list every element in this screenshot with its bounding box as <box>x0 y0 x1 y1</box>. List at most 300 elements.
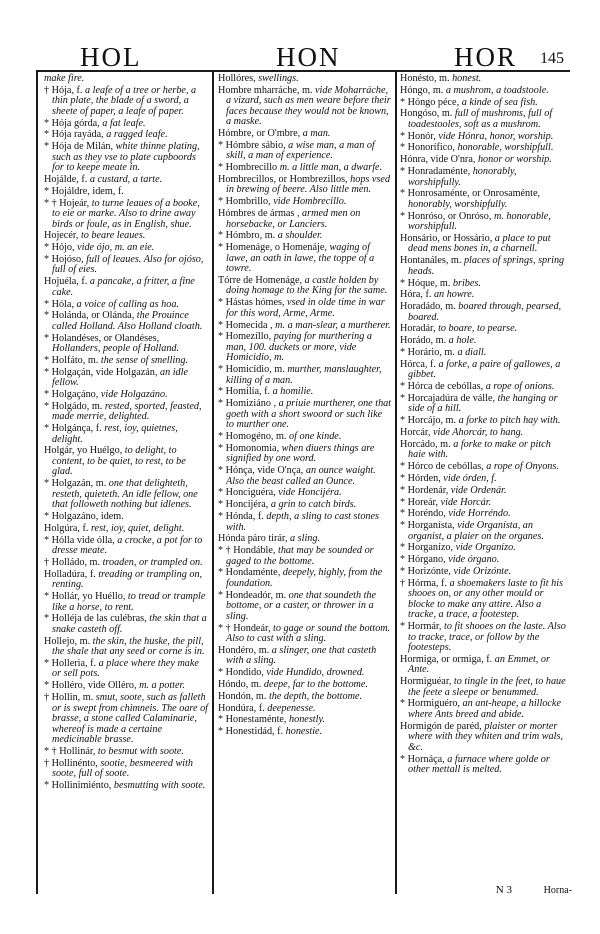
entry-headword: Honsário, or Hossário, <box>400 232 493 244</box>
entry-headword: * Hója de Milán, <box>44 141 114 153</box>
entry-definition: full of mushroms, full of toadestooles, soft as a mushrom. <box>408 108 553 130</box>
entry-definition: an Emmet, or Ante. <box>408 653 550 676</box>
page-number: 145 <box>540 50 564 67</box>
entry-headword: Hollóres, <box>218 73 256 84</box>
dictionary-entry <box>400 98 566 109</box>
dictionary-entry <box>218 680 392 691</box>
entry-definition: a sling. <box>290 533 321 545</box>
entry-headword: * Homenáge, o Homenáje, <box>218 242 327 254</box>
entry-definition: when diuers things are signified by one word. <box>226 442 375 465</box>
entry-headword: * † Hondáble, <box>218 545 276 557</box>
entry-headword: * Holgaçán, vide Holgazán, <box>44 366 158 378</box>
entry-definition: vsed in olde time in war for this word, Arme, Arme. <box>226 297 385 319</box>
entry-definition: that may be sounded or gaged to the bottome. <box>226 545 374 567</box>
entry-definition: m. a potter. <box>139 680 185 692</box>
catchword: Horna- <box>543 885 572 896</box>
dictionary-entry <box>400 755 566 776</box>
entry-headword: Hómbre, or O'mbre, <box>218 128 301 140</box>
entry-headword: * Hórca de cebóllas, <box>400 381 484 393</box>
entry-definition: honestly. <box>289 714 325 726</box>
entry-definition: vide Horcár. <box>440 496 492 508</box>
dictionary-entry <box>44 356 208 367</box>
entry-headword: * Honciguéra, <box>218 487 276 499</box>
dictionary-entry <box>44 390 208 401</box>
entry-headword: * Hóngo péce, <box>400 96 460 108</box>
dictionary-entry <box>218 444 392 465</box>
dictionary-entry <box>400 677 566 698</box>
dictionary-entry <box>44 759 208 780</box>
dictionary-entry <box>400 416 566 427</box>
entry-headword: * Homicídio, m. <box>218 364 285 376</box>
entry-definition: vide Honcijéra. <box>278 487 342 499</box>
column-2 <box>218 74 392 739</box>
entry-headword: * Holánda, or Olánda, <box>44 310 135 322</box>
entry-definition: vide Organízo. <box>455 542 516 554</box>
dictionary-entry <box>218 332 392 364</box>
entry-definition: an howre. <box>433 289 475 301</box>
entry-definition: a forke to pitch hay with. <box>458 415 561 427</box>
entry-definition: a shoulder. <box>277 230 323 242</box>
entry-headword: * Hórco de cebóllas, <box>400 461 484 473</box>
dictionary-entry <box>400 132 566 143</box>
entry-definition: make fire. <box>44 73 85 84</box>
entry-definition: depth, a sling to cast stones with. <box>226 511 380 533</box>
entry-definition: to tread or trample like a horse, to rent. <box>52 591 206 613</box>
entry-headword: * Holandéses, or Olandéses, <box>44 332 160 344</box>
entry-definition: the Prouince called Holland. Also Holland cloath. <box>52 310 203 332</box>
entry-definition: vide Ordenár. <box>450 484 507 496</box>
entry-definition: a kinde of sea fish. <box>461 96 538 108</box>
left-border <box>36 70 38 894</box>
dictionary-entry <box>400 290 566 301</box>
entry-definition: deepe, far to the bottome. <box>263 678 368 690</box>
entry-definition: to delight, to content, to be quiet, to rest, to be glad. <box>52 445 186 478</box>
dictionary-entry <box>44 130 208 141</box>
dictionary-entry <box>44 659 208 680</box>
dictionary-entry <box>44 446 208 478</box>
entry-headword: * Hójo, <box>44 242 75 254</box>
dictionary-entry <box>44 255 208 276</box>
entry-definition: a slinger, one that casteth with a sling. <box>226 644 377 667</box>
entry-definition: a man. <box>302 128 331 140</box>
entry-headword: * Holléja de las culébras, <box>44 613 147 625</box>
entry-headword: Horcádo, m. <box>400 438 451 450</box>
dictionary-entry <box>400 279 566 290</box>
entry-definition: vide Horréndo. <box>448 508 511 520</box>
dictionary-entry <box>218 86 392 128</box>
entry-headword: Hormiga, or ormiga, f. <box>400 653 493 665</box>
dictionary-entry <box>400 336 566 347</box>
entry-headword: * Holgaçáno, <box>44 389 99 401</box>
entry-definition: a crocke, a pot for to dresse meate. <box>52 534 203 557</box>
dictionary-entry <box>44 243 208 254</box>
entry-headword: Holladúra, f. <box>44 568 96 580</box>
entry-headword: * Hóla, <box>44 298 74 310</box>
dictionary-entry <box>44 199 208 231</box>
entry-definition: one that delighteth, resteth, quieteth. An idle fellow, one that followeth nothing but idlenes. <box>52 478 198 511</box>
dictionary-entry <box>44 524 208 535</box>
entry-definition: vide órden, f. <box>443 472 497 484</box>
dictionary-entry <box>218 591 392 623</box>
entry-definition: bribes. <box>452 277 481 289</box>
entry-definition: honorably, worshipfully. <box>408 198 508 210</box>
entry-definition: rested, sported, feasted, made merrie, delighted. <box>52 400 202 423</box>
dictionary-entry <box>218 298 392 319</box>
entry-definition: to boare, to pearse. <box>438 323 518 335</box>
dictionary-entry <box>44 277 208 298</box>
entry-definition: m. a little man, a dwarfe. <box>279 162 383 174</box>
entry-headword: Holgúra, f. <box>44 522 89 534</box>
entry-headword: Hondúra, f. <box>218 702 265 714</box>
running-head-left: HOL <box>80 42 142 72</box>
entry-headword: Hombre mharráche, m. <box>218 84 313 96</box>
dictionary-entry <box>400 486 566 497</box>
dictionary-entry <box>400 555 566 566</box>
dictionary-entry <box>44 175 208 186</box>
dictionary-entry <box>218 704 392 715</box>
entry-headword: * † Hojeár, <box>44 197 90 209</box>
entry-headword: Horádo, m. <box>400 335 447 347</box>
dictionary-entry <box>218 432 392 443</box>
entry-headword: * Hondaménte, <box>218 567 281 579</box>
entry-definition: waging of lawe, an oath in lawe, the toppe of a towre. <box>226 242 375 275</box>
dictionary-entry <box>400 428 566 439</box>
entry-definition: smut, soote, such as falleth or is swept from chimneis. The oare of brasse, a stone called Calaminarie, whereof is made a certaine medicinable brasse. <box>52 692 209 745</box>
dictionary-entry <box>218 197 392 208</box>
entry-definition: places of springs, spring heads. <box>408 255 565 277</box>
entry-definition: a forke to make or pitch haie with. <box>408 438 551 461</box>
dictionary-entry <box>218 399 392 431</box>
entry-headword: Hojecér, <box>44 230 79 242</box>
entry-definition: to besmut with soote. <box>97 745 184 757</box>
entry-definition: a diall. <box>457 347 487 359</box>
dictionary-entry <box>400 74 566 85</box>
dictionary-entry <box>44 637 208 658</box>
column-3 <box>400 74 566 777</box>
dictionary-entry <box>218 668 392 679</box>
entry-headword: Hollejo, m. <box>44 635 91 647</box>
entry-definition: honestie. <box>285 726 323 738</box>
entry-definition: a forke, a paire of gallowes, a gibbet. <box>408 358 561 381</box>
entry-definition: vide Hundido, drowned. <box>266 667 365 679</box>
entry-headword: * Hombrillo, <box>218 196 271 208</box>
dictionary-entry <box>218 231 392 242</box>
dictionary-entry <box>44 570 208 591</box>
dictionary-entry <box>44 142 208 174</box>
dictionary-entry <box>400 474 566 485</box>
entry-headword: * Honrosaménte, or Onrosaménte, <box>400 188 541 200</box>
entry-definition: vide Ahorcár, to hang. <box>432 427 524 439</box>
entry-headword: * Horcajadúra de válle, <box>400 392 496 404</box>
entry-definition: , a priuie murtherer, one that goeth with a short swoord or such like to murther one. <box>226 398 392 431</box>
dictionary-entry <box>218 387 392 398</box>
entry-headword: * Homogéno, m. <box>218 431 287 443</box>
entry-definition: a castle holden by doing homage to the King for the same. <box>226 274 388 297</box>
entry-headword: * Hója rayáda, <box>44 129 104 141</box>
entry-definition: a furnace where golde or other mettall is melted. <box>408 753 550 776</box>
entry-headword: † Hollinénto, <box>44 757 98 769</box>
entry-definition: murther, manslaughter, killing of a man. <box>226 364 382 386</box>
dictionary-entry <box>400 462 566 473</box>
dictionary-entry <box>44 402 208 423</box>
entry-headword: * Hója górda, <box>44 117 100 129</box>
entry-headword: * Hordenár, <box>400 484 449 496</box>
entry-headword: Hombrecillos, or Hombrezillos, <box>218 173 348 185</box>
dictionary-entry <box>44 74 208 85</box>
entry-headword: * Honcijéra, <box>218 499 269 511</box>
dictionary-entry <box>400 360 566 381</box>
entry-headword: Hondón, m. <box>218 690 267 702</box>
dictionary-entry <box>400 394 566 415</box>
entry-definition: of one kinde. <box>289 431 342 443</box>
entry-headword: * Holgánça, f. <box>44 423 102 435</box>
entry-definition: honorable, worshipfull. <box>457 142 554 154</box>
dictionary-entry <box>218 646 392 667</box>
entry-definition: vide Holgazáno. <box>100 389 168 401</box>
entry-headword: * Hómbre sábio, <box>218 139 286 151</box>
entry-definition: the skin, the huske, the pill, the shale that any seed or corne is in. <box>52 635 205 658</box>
dictionary-entry <box>400 382 566 393</box>
entry-definition: a rope of onions. <box>485 381 555 393</box>
dictionary-entry <box>44 231 208 242</box>
dictionary-entry <box>400 256 566 277</box>
entry-headword: * Horéndo, <box>400 508 446 520</box>
entry-definition: , armed men on horsebacke, or Lanciers. <box>226 208 361 230</box>
entry-headword: * Hondeadór, m. <box>218 589 287 601</box>
entry-headword: * Holfáto, m. <box>44 354 99 366</box>
dictionary-entry <box>44 311 208 332</box>
entry-definition: plaister or morter where with they whiten and trim wals, &c. <box>408 720 563 753</box>
column-divider-1 <box>212 70 214 894</box>
dictionary-entry <box>400 543 566 554</box>
entry-headword: † Hollin, m. <box>44 692 94 703</box>
entry-headword: * Hollár, yo Huéllo, <box>44 591 126 603</box>
entry-headword: * Hondido, <box>218 667 264 679</box>
entry-headword: * Honradaménte, <box>400 166 471 178</box>
entry-headword: Hóngo, m. <box>400 84 444 96</box>
entry-definition: a pancake, a fritter, a fine cake. <box>52 276 195 298</box>
dictionary-entry <box>400 155 566 166</box>
dictionary-entry <box>400 348 566 359</box>
entry-headword: Hónra, vide O'nra, <box>400 154 476 166</box>
entry-definition: sootie, besmeered with soote, full of soote. <box>52 757 194 780</box>
entry-definition: troaden, or trampled on. <box>102 556 203 568</box>
entry-definition: to tingle in the feet, to haue the feete a sleepe or benummed. <box>408 676 566 698</box>
entry-definition: to gage or sound the bottom. Also to cast with a sling. <box>226 622 391 645</box>
entry-headword: * Hornáça, <box>400 753 445 765</box>
dictionary-entry <box>218 546 392 567</box>
entry-definition: a grin to catch birds. <box>270 499 357 511</box>
entry-headword: * † Hondeár, <box>218 622 271 634</box>
dictionary-entry <box>44 592 208 613</box>
dictionary-entry <box>400 189 566 210</box>
entry-headword: Hormiguéar, <box>400 676 452 688</box>
entry-definition: an ounce waight. Also the beast called an Ounce. <box>226 465 376 487</box>
entry-definition: vide órgano. <box>448 554 500 566</box>
dictionary-entry <box>218 727 392 738</box>
entry-headword: Tórre de Homenáge, <box>218 274 303 286</box>
dictionary-entry <box>400 498 566 509</box>
dictionary-entry <box>218 74 392 85</box>
entry-headword: * Horizónte, <box>400 566 451 577</box>
entry-definition: hops vsed in brewing of beere. Also little men. <box>226 173 391 196</box>
entry-headword: * Homezíllo, <box>218 331 272 343</box>
entry-headword: * † Hollinár, <box>44 745 96 757</box>
entry-definition: vide Organísta, an organist, a plaier on the organes. <box>408 520 544 542</box>
entry-headword: Honésto, m. <box>400 73 450 84</box>
dictionary-entry <box>218 365 392 386</box>
entry-definition: vide Moharráche, a vizard, such as men weare before their faces because they would not be known, a maske. <box>226 84 391 128</box>
dictionary-entry <box>218 500 392 511</box>
entry-headword: Hónda páro tirár, <box>218 533 288 545</box>
entry-definition: a wise man, a man of skill, a man of experience. <box>226 139 375 162</box>
entry-definition: full of leaues. Also for ojóso, full of eies. <box>52 253 204 276</box>
entry-definition: a place where they make or sell pots. <box>52 657 199 680</box>
entry-headword: * Hólla vide ólla, <box>44 534 115 546</box>
dictionary-entry <box>44 119 208 130</box>
dictionary-entry <box>44 536 208 557</box>
entry-headword: * Hórgano, <box>400 554 446 566</box>
entry-definition: the sense of smelling. <box>100 354 189 366</box>
dictionary-entry <box>400 324 566 335</box>
entry-headword: † Holládo, m. <box>44 556 101 568</box>
dictionary-entry <box>44 512 208 523</box>
dictionary-entry <box>400 521 566 542</box>
entry-headword: * Horcájo, m. <box>400 415 457 427</box>
dictionary-entry <box>400 167 566 188</box>
running-head-center: HON <box>276 42 341 72</box>
entry-definition: honest. <box>452 73 482 84</box>
dictionary-entry <box>44 614 208 635</box>
dictionary-entry <box>400 143 566 154</box>
dictionary-entry <box>44 781 208 792</box>
entry-definition: a rope of Onyons. <box>486 461 559 473</box>
dictionary-entry <box>218 243 392 275</box>
dictionary-entry <box>218 534 392 545</box>
entry-headword: * Homilía, f. <box>218 386 271 398</box>
entry-headword: * Holgazán, m. <box>44 478 107 490</box>
entry-headword: * Holleria, f. <box>44 657 97 669</box>
entry-definition: vide Orizónte. <box>453 566 512 577</box>
dictionary-entry <box>218 512 392 533</box>
entry-definition: a hole. <box>448 335 477 347</box>
dictionary-entry <box>44 424 208 445</box>
column-1 <box>44 74 208 793</box>
entry-headword: * Horeár, <box>400 496 439 508</box>
dictionary-entry <box>400 509 566 520</box>
entry-headword: * Honór, <box>400 130 436 142</box>
entry-definition: honor or worship. <box>477 154 552 166</box>
entry-headword: * Hombrecillo <box>218 162 278 174</box>
entry-headword: Hongóso, m. <box>400 108 453 120</box>
entry-headword: Hómbres de ármas <box>218 208 295 220</box>
dictionary-entry <box>400 86 566 97</box>
entry-definition: a fat leafe. <box>102 117 146 129</box>
dictionary-entry <box>218 466 392 487</box>
dictionary-entry <box>400 722 566 754</box>
entry-definition: rest, ioy, quiet, delight. <box>90 522 185 534</box>
dictionary-entry <box>400 212 566 233</box>
entry-definition: boared through, pearsed, boared. <box>408 301 562 323</box>
entry-definition: besmutting with soote. <box>113 779 206 791</box>
dictionary-entry <box>400 109 566 130</box>
entry-definition: the skin that a snake casteth off. <box>52 613 207 635</box>
entry-headword: Hojuéla, f. <box>44 276 88 288</box>
entry-definition: a ragged leafe. <box>106 129 168 141</box>
entry-headword: Holgár, yo Huélgo, <box>44 445 123 457</box>
dictionary-entry <box>44 187 208 198</box>
entry-headword: * Hormiguéro, <box>400 698 460 710</box>
dictionary-entry <box>44 300 208 311</box>
entry-definition: m. honorable, worshipfull. <box>408 210 551 233</box>
entry-headword: * Honorífico, <box>400 142 455 154</box>
entry-headword: Hojálde, f. <box>44 173 88 185</box>
entry-headword: † Hója, f. <box>44 84 83 96</box>
dictionary-entry <box>44 681 208 692</box>
dictionary-entry <box>400 622 566 654</box>
entry-headword: * Honróso, or Onróso, <box>400 210 492 222</box>
dictionary-entry <box>218 715 392 726</box>
dictionary-entry <box>400 234 566 255</box>
dictionary-entry <box>218 321 392 332</box>
entry-headword: * Hónça, vide O'nça, <box>218 465 304 477</box>
dictionary-entry <box>400 579 566 621</box>
entry-headword: * Holléro, vide Olléro, <box>44 680 137 692</box>
entry-definition: a shoemakers laste to fit his shooes on, or any other mould or blocke to make any attire. Also a tracke, a trace, a footestep. <box>408 577 563 621</box>
entry-definition: the depth, the bottome. <box>268 690 363 702</box>
dictionary-entry <box>218 692 392 703</box>
entry-definition: white thinne plating, such as they vse to plate cupboords for to keepe meate in. <box>52 141 200 174</box>
dictionary-entry <box>44 747 208 758</box>
entry-headword: Hontanáles, m. <box>400 255 462 267</box>
entry-headword: * Honestidád, f. <box>218 726 284 738</box>
entry-headword: Hormigón de paréd, <box>400 720 482 732</box>
entry-headword: * Homiziáno <box>218 398 271 410</box>
entry-definition: Hollanders, people of Holland. <box>52 343 180 355</box>
running-head-right: HOR <box>454 42 518 72</box>
entry-definition: vide Hombrecillo. <box>273 196 347 208</box>
entry-headword: * Homonomia, <box>218 442 280 454</box>
entry-headword: * Hojáldre, idem, f. <box>44 185 124 197</box>
dictionary-entry <box>218 488 392 499</box>
dictionary-entry <box>218 141 392 162</box>
entry-headword: * Horganízo, <box>400 542 454 554</box>
entry-headword: Hóndo, m. <box>218 678 262 690</box>
entry-definition: a leafe of a tree or herbe, a thin plate, the blade of a sword, a sheete of paper, a leafe of paper. <box>52 84 197 117</box>
entry-definition: one that soundeth the bottome, or a caster, or thrower in a sling. <box>226 589 377 622</box>
dictionary-entry <box>218 276 392 297</box>
entry-definition: deepenesse. <box>267 702 316 714</box>
signature-mark: N 3 <box>495 884 512 896</box>
entry-definition: honorably, worshipfully. <box>408 166 517 188</box>
dictionary-entry <box>218 175 392 196</box>
entry-definition: an ant-heape, a hillocke where Ants breed and abide. <box>408 698 561 720</box>
entry-headword: Horcár, <box>400 427 431 439</box>
dictionary-entry <box>218 209 392 230</box>
entry-headword: * Holgádo, m. <box>44 400 103 412</box>
column-divider-2 <box>395 70 397 894</box>
entry-definition: to beare leaues. <box>80 230 146 242</box>
entry-headword: * Hollinimiénto, <box>44 779 112 791</box>
entry-definition: a mushrom, a toadstoole. <box>445 84 549 96</box>
dictionary-entry <box>218 624 392 645</box>
entry-definition: , m. a man-slear, a murtherer. <box>270 319 391 331</box>
entry-definition: a homilie. <box>272 386 314 398</box>
entry-headword: * Horganísta, <box>400 520 455 532</box>
dictionary-entry <box>218 568 392 589</box>
entry-definition: deepely, highly, from the foundation. <box>226 567 383 589</box>
entry-definition: to fit shooes on the laste. Also to tracke, trace, or follow by the footesteps. <box>408 621 566 654</box>
